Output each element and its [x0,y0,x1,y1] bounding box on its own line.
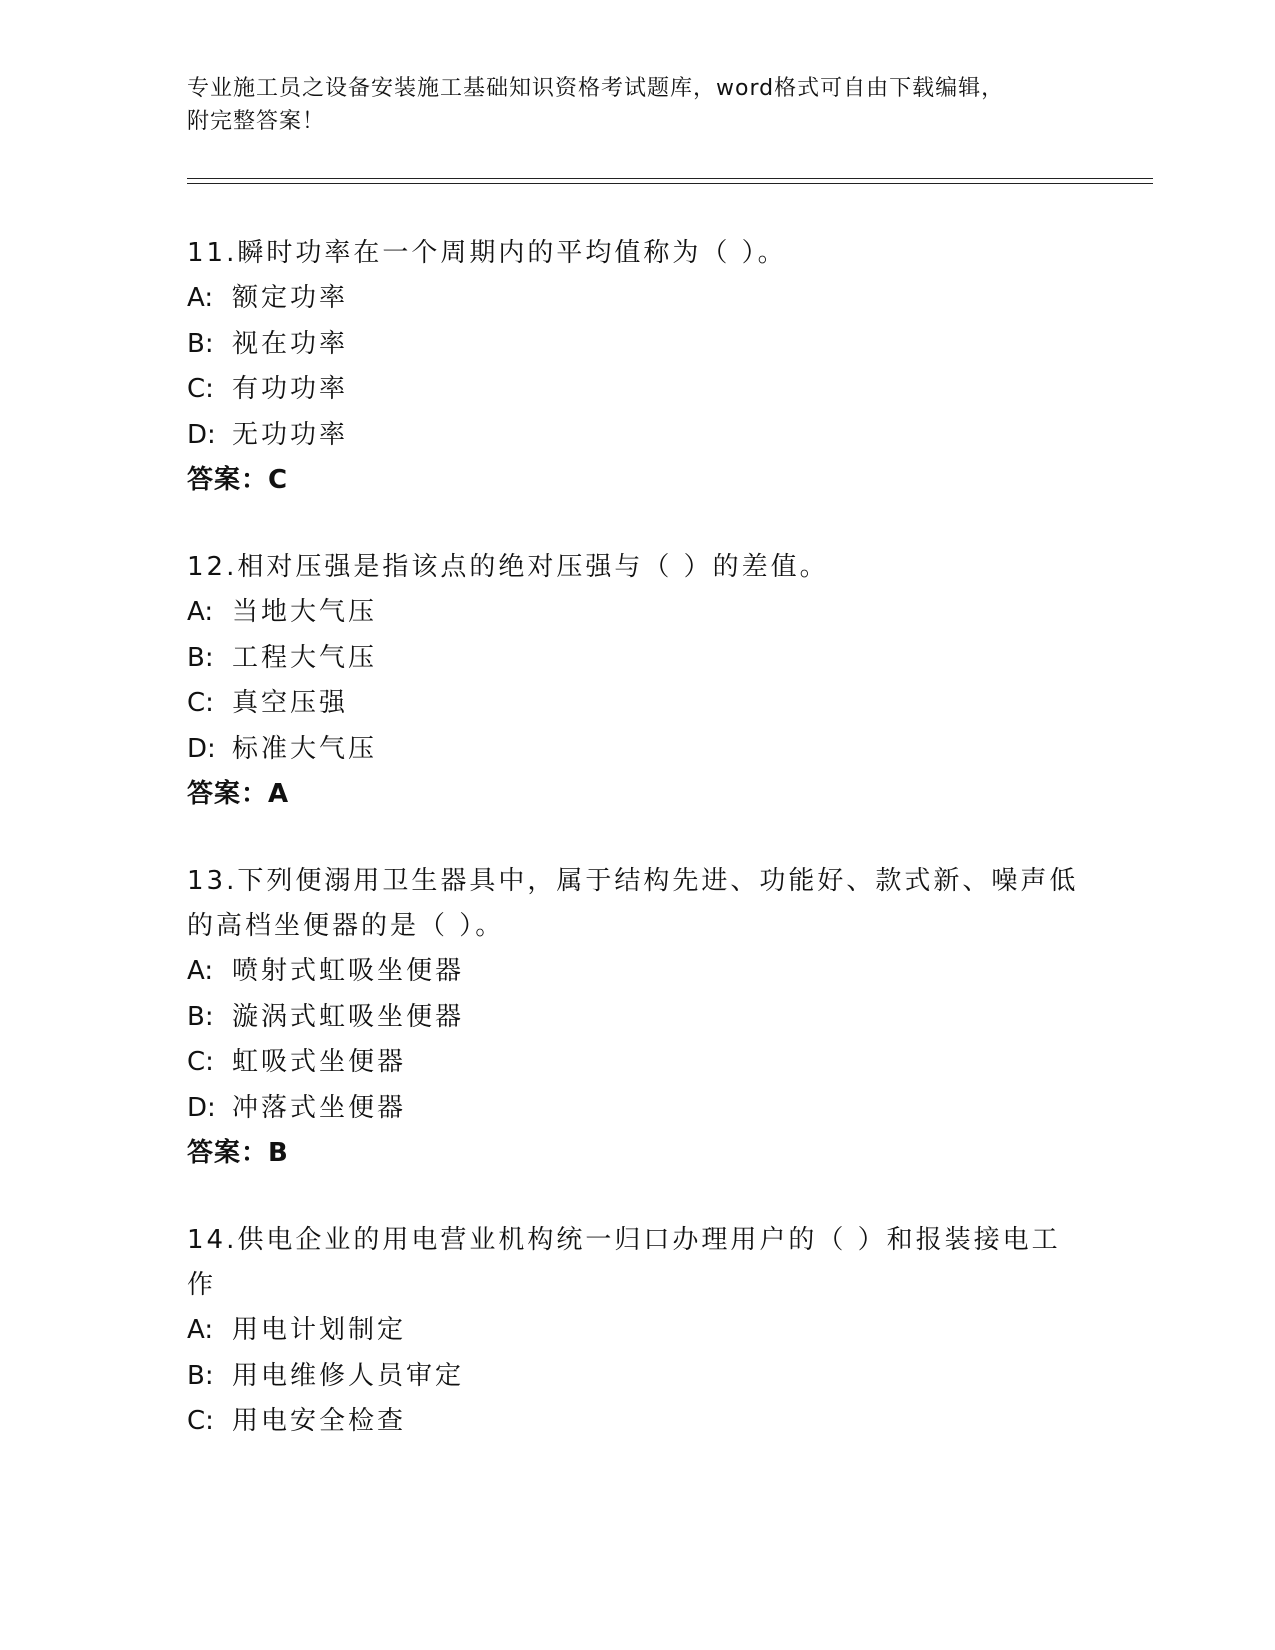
option-text: 用电计划制定 [232,1315,407,1345]
option-letter: A: [187,597,214,627]
question-stem: 12.相对压强是指该点的绝对压强与（ ）的差值。 [187,552,829,582]
option-a [187,590,1087,636]
option-c [187,1040,1087,1086]
option-letter: B: [187,1001,214,1032]
option-text: 喷射式虹吸坐便器 [232,956,465,986]
option-b [187,1354,1087,1400]
option-d [187,1086,1087,1132]
option-text: 虹吸式坐便器 [232,1047,407,1077]
header-divider-top [187,178,1153,179]
option-a [187,1308,1087,1354]
question-stem: 14.供电企业的用电营业机构统一归口办理用户的（ ）和报装接电工作 [187,1225,1061,1300]
option-letter: C: [187,374,214,404]
question-11 [187,231,1087,503]
option-letter: C: [187,1406,214,1436]
option-text: 真空压强 [232,688,349,718]
option-c [187,681,1087,727]
option-text: 额定功率 [232,283,349,313]
option-text: 标准大气压 [232,733,378,764]
option-letter: B: [187,1360,214,1391]
question-stem: 11.瞬时功率在一个周期内的平均值称为（ ）。 [187,238,787,268]
option-a [187,276,1087,322]
option-text: 有功功率 [232,374,349,404]
option-text: 工程大气压 [232,642,378,673]
option-text: 用电维修人员审定 [232,1360,465,1391]
option-letter: B: [187,642,214,673]
answer-key: 答案：B [187,1138,289,1168]
option-letter: A: [187,283,214,313]
option-b [187,322,1087,368]
question-list [187,231,1087,1487]
option-letter: D: [187,733,216,764]
option-c [187,1399,1087,1445]
option-text: 当地大气压 [232,597,378,627]
question-14 [187,1218,1087,1445]
option-letter: A: [187,956,214,986]
option-letter: C: [187,1047,214,1077]
option-text: 用电安全检查 [232,1406,407,1436]
answer-key: 答案：A [187,779,290,809]
option-text: 漩涡式虹吸坐便器 [232,1001,465,1032]
document-header [187,72,1087,138]
option-letter: D: [187,1092,216,1123]
option-text: 无功功率 [232,419,349,450]
option-d [187,727,1087,773]
option-text: 视在功率 [232,328,349,359]
option-letter: A: [187,1315,214,1345]
option-letter: C: [187,688,214,718]
option-letter: D: [187,419,216,450]
option-b [187,995,1087,1041]
option-c [187,367,1087,413]
option-b [187,636,1087,682]
answer-key: 答案：C [187,465,289,495]
header-line-1: 专业施工员之设备安装施工基础知识资格考试题库，word格式可自由下载编辑， [187,76,1005,101]
option-a [187,949,1087,995]
option-letter: B: [187,328,214,359]
option-d [187,413,1087,459]
question-13 [187,859,1087,1176]
question-12 [187,545,1087,817]
header-divider-bottom [187,183,1153,184]
header-line-2: 附完整答案！ [187,109,326,134]
option-text: 冲落式坐便器 [232,1092,407,1123]
question-stem: 13.下列便溺用卫生器具中，属于结构先进、功能好、款式新、噪声低的高档坐便器的是（ ）。 [187,866,1079,941]
